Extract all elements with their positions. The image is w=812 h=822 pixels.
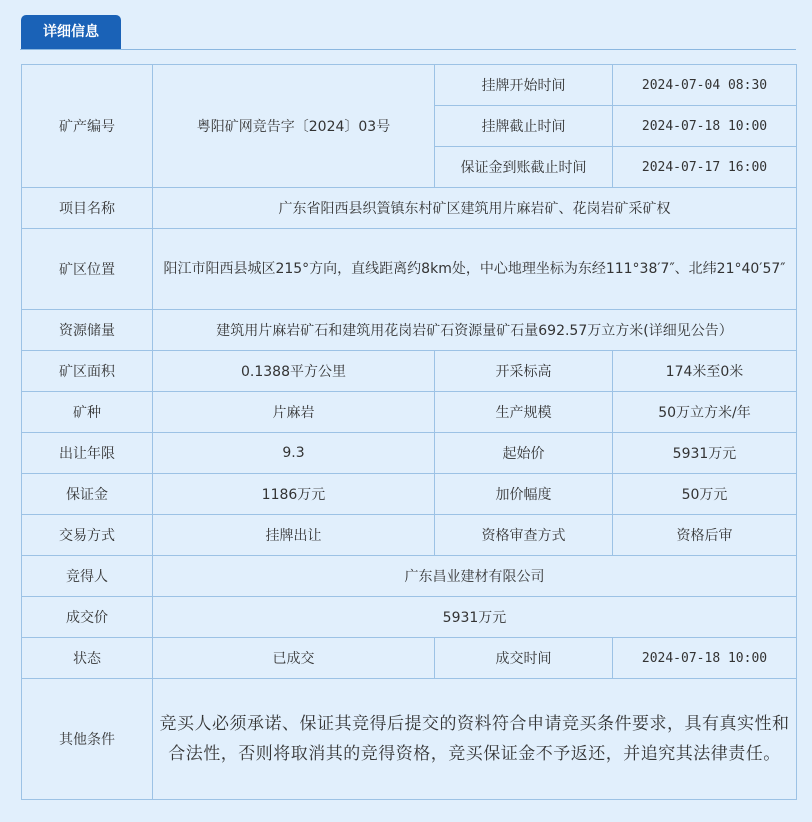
- qualification-value: 资格后审: [613, 515, 797, 556]
- location-label: 矿区位置: [22, 229, 153, 310]
- table-row: [22, 515, 797, 556]
- table-row: [22, 65, 797, 106]
- table-row: [22, 556, 797, 597]
- deposit-deadline-value: 2024-07-17 16:00: [613, 147, 797, 188]
- elevation-label: 开采标高: [435, 351, 613, 392]
- tab-divider: [20, 49, 796, 50]
- elevation-value: 174米至0米: [613, 351, 797, 392]
- deal-time-value: 2024-07-18 10:00: [613, 638, 797, 679]
- area-value: 0.1388平方公里: [153, 351, 435, 392]
- term-value: 9.3: [153, 433, 435, 474]
- table-row: [22, 679, 797, 800]
- mineral-value: 片麻岩: [153, 392, 435, 433]
- deposit-value: 1186万元: [153, 474, 435, 515]
- table-row: [22, 229, 797, 310]
- term-label: 出让年限: [22, 433, 153, 474]
- trade-method-label: 交易方式: [22, 515, 153, 556]
- project-name-value: 广东省阳西县织篢镇东村矿区建筑用片麻岩矿、花岗岩矿采矿权: [153, 188, 797, 229]
- tab-bar: [0, 0, 812, 51]
- scale-value: 50万立方米/年: [613, 392, 797, 433]
- winner-label: 竞得人: [22, 556, 153, 597]
- table-row: [22, 392, 797, 433]
- detail-table: [21, 64, 797, 800]
- increment-label: 加价幅度: [435, 474, 613, 515]
- table-row: [22, 351, 797, 392]
- other-value: 竞买人必须承诺、保证其竞得后提交的资料符合申请竞买条件要求，具有真实性和合法性，否则将取消其的竞得资格，竞买保证金不予返还，并追究其法律责任。: [153, 679, 797, 800]
- table-row: [22, 597, 797, 638]
- other-label: 其他条件: [22, 679, 153, 800]
- listing-end-value: 2024-07-18 10:00: [613, 106, 797, 147]
- start-price-value: 5931万元: [613, 433, 797, 474]
- status-label: 状态: [22, 638, 153, 679]
- mine-no-label: 矿产编号: [22, 65, 153, 188]
- deal-time-label: 成交时间: [435, 638, 613, 679]
- status-value: 已成交: [153, 638, 435, 679]
- tab-detail-info[interactable]: 详细信息: [21, 15, 121, 50]
- reserves-value: 建筑用片麻岩矿石和建筑用花岗岩矿石资源量矿石量692.57万立方米(详细见公告）: [153, 310, 797, 351]
- table-row: [22, 310, 797, 351]
- location-value: 阳江市阳西县城区215°方向，直线距离约8km处，中心地理坐标为东经111°38′7″、北纬21°40′57″: [153, 229, 797, 310]
- listing-start-value: 2024-07-04 08:30: [613, 65, 797, 106]
- mine-no-value: 粤阳矿网竞告字〔2024〕03号: [153, 65, 435, 188]
- winner-value: 广东昌业建材有限公司: [153, 556, 797, 597]
- reserves-label: 资源储量: [22, 310, 153, 351]
- listing-start-label: 挂牌开始时间: [435, 65, 613, 106]
- deposit-deadline-label: 保证金到账截止时间: [435, 147, 613, 188]
- deal-price-label: 成交价: [22, 597, 153, 638]
- qualification-label: 资格审查方式: [435, 515, 613, 556]
- project-name-label: 项目名称: [22, 188, 153, 229]
- table-row: [22, 188, 797, 229]
- trade-method-value: 挂牌出让: [153, 515, 435, 556]
- listing-end-label: 挂牌截止时间: [435, 106, 613, 147]
- deal-price-value: 5931万元: [153, 597, 797, 638]
- scale-label: 生产规模: [435, 392, 613, 433]
- area-label: 矿区面积: [22, 351, 153, 392]
- mineral-label: 矿种: [22, 392, 153, 433]
- table-row: [22, 474, 797, 515]
- deposit-label: 保证金: [22, 474, 153, 515]
- table-row: [22, 433, 797, 474]
- increment-value: 50万元: [613, 474, 797, 515]
- start-price-label: 起始价: [435, 433, 613, 474]
- table-row: [22, 638, 797, 679]
